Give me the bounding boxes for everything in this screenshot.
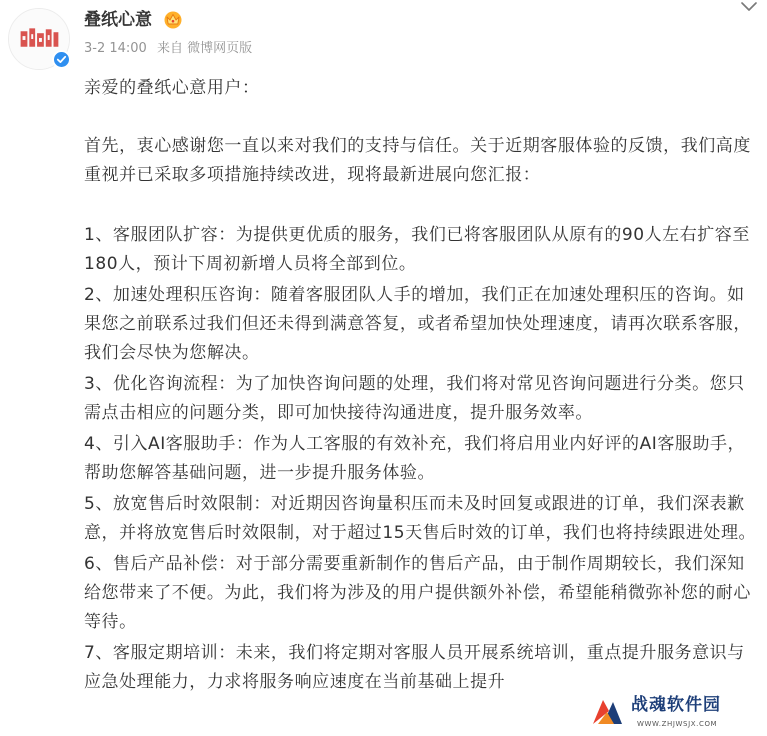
watermark-logo-icon — [589, 694, 625, 730]
post-item: 6、售后产品补偿：对于部分需要重新制作的售后产品，由于制作周期较长，我们深知给您带来了不便。为此，我们将为涉及的用户提供额外补偿，希望能稍微弥补您的耐心等待。 — [84, 554, 751, 632]
crown-badge-icon[interactable] — [162, 9, 184, 29]
chevron-down-icon[interactable] — [738, 0, 760, 14]
post-meta — [84, 39, 258, 59]
watermark-url: WWW.ZHJWSJX.COM — [637, 720, 718, 728]
post-item: 3、优化咨询流程：为了加快咨询问题的处理，我们将对常见咨询问题进行分类。您只需点击相应的问题分类，即可加快接待沟通进度，提升服务效率。 — [84, 374, 745, 423]
post-item: 4、引入AI客服助手：作为人工客服的有效补充，我们将启用业内好评的AI客服助手，帮助您解答基础问题，进一步提升服务体验。 — [84, 434, 746, 483]
post-intro: 首先，衷心感谢您一直以来对我们的支持与信任。关于近期客服体验的反馈，我们高度重视并已采取多项措施持续改进，现将最新进展向您汇报： — [84, 136, 751, 185]
post-item: 1、客服团队扩容：为提供更优质的服务，我们已将客服团队从原有的90人左右扩容至180人，预计下周初新增人员将全部到位。 — [84, 225, 750, 274]
post-item: 2、加速处理积压咨询：随着客服团队人手的增加，我们正在加速处理积压的咨询。如果您之前联系过我们但还未得到满意答复，或者希望加快处理速度，请再次联系客服，我们会尽快为您解决。 — [84, 285, 751, 363]
watermark — [585, 690, 761, 736]
post-greeting: 亲爱的叠纸心意用户： — [84, 78, 260, 98]
watermark-title: 战魂软件园 — [631, 695, 721, 715]
post-body — [84, 74, 758, 697]
user-name[interactable]: 叠纸心意 — [84, 10, 152, 30]
post-timestamp[interactable]: 3-2 14:00 — [84, 41, 147, 56]
post-source: 来自 微博网页版 — [156, 41, 253, 56]
post-item: 7、客服定期培训：未来，我们将定期对客服人员开展系统培训，重点提升服务意识与应急处理能力，力求将服务响应速度在当前基础上提升 — [84, 643, 745, 692]
verified-check-icon — [52, 50, 71, 69]
post-item: 5、放宽售后时效限制：对近期因咨询量积压而未及时回复或跟进的订单，我们深表歉意，并将放宽售后时效限制，对于超过15天售后时效的订单，我们也将持续跟进处理。 — [84, 494, 757, 543]
